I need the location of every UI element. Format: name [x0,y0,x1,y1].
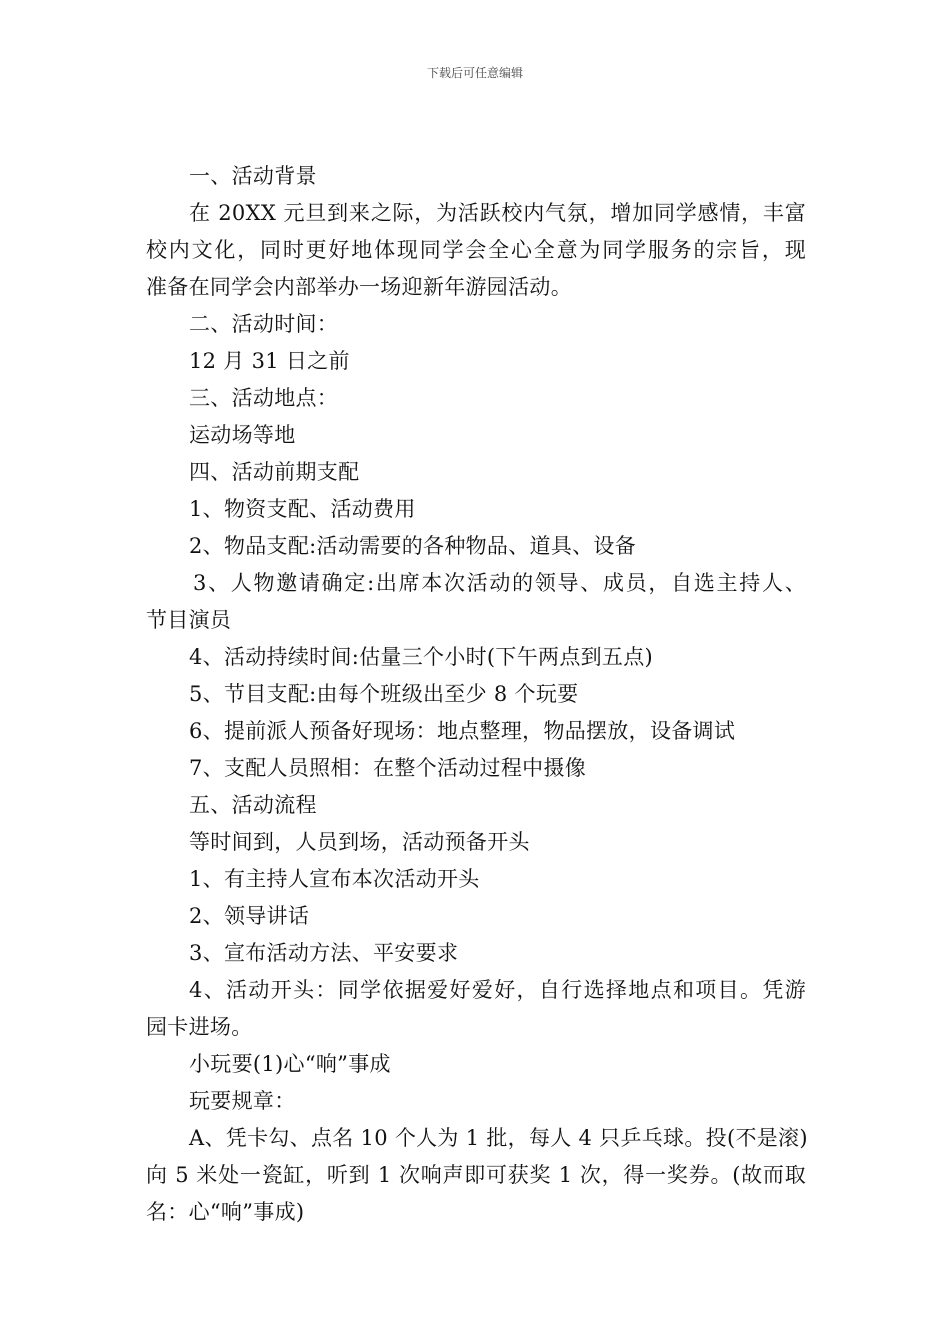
section-heading-background: 一、活动背景 [189,164,317,188]
rule-line: 向 5 米处一瓷缸，听到 1 次响声即可获奖 1 次，得一奖券。(故而取 [146,1163,806,1187]
list-item: 2、物品支配:活动需要的各种物品、道具、设备 [189,534,637,558]
paragraph-line: 运动场等地 [189,423,296,447]
list-item: 4、活动开头：同学依据爱好爱好，自行选择地点和项目。凭游 [189,978,806,1002]
document-body [146,158,806,1231]
rules-heading: 玩要规章： [189,1089,296,1113]
paragraph-line: 12 月 31 日之前 [189,349,350,373]
list-item: 1、物资支配、活动费用 [189,497,416,521]
list-item: 7、支配人员照相：在整个活动过程中摄像 [189,756,587,780]
paragraph-line: 等时间到，人员到场，活动预备开头 [189,830,530,854]
section-heading-preparation: 四、活动前期支配 [189,460,360,484]
section-heading-process: 五、活动流程 [189,793,317,817]
list-item-continuation: 园卡进场。 [146,1015,253,1039]
list-item: 3、人物邀请确定:出席本次活动的领导、成员，自选主持人、 [193,571,806,595]
paragraph-line: 校内文化，同时更好地体现同学会全心全意为同学服务的宗旨，现 [146,238,806,262]
game-title: 小玩要(1)心“响”事成 [189,1052,391,1076]
section-heading-location: 三、活动地点： [189,386,339,410]
paragraph-line: 在 20XX 元旦到来之际，为活跃校内气氛，增加同学感情，丰富 [189,201,806,225]
list-item: 5、节目支配:由每个班级出至少 8 个玩要 [189,682,579,706]
paragraph-line: 准备在同学会内部举办一场迎新年游园活动。 [146,275,572,299]
list-item: 6、提前派人预备好现场：地点整理，物品摆放，设备调试 [189,719,736,743]
list-item-continuation: 节目演员 [146,608,232,632]
page-header-note: 下载后可任意编辑 [426,66,523,80]
list-item: 1、有主持人宣布本次活动开头 [189,867,480,891]
rule-line: A、凭卡勾、点名 10 个人为 1 批，每人 4 只乒乓球。投(不是滚) [189,1126,808,1150]
section-heading-time: 二、活动时间： [189,312,339,336]
rule-line: 名：心“响”事成) [146,1200,305,1224]
list-item: 4、活动持续时间:估量三个小时(下午两点到五点) [189,645,654,669]
list-item: 3、宣布活动方法、平安要求 [189,941,459,965]
list-item: 2、领导讲话 [189,904,310,928]
